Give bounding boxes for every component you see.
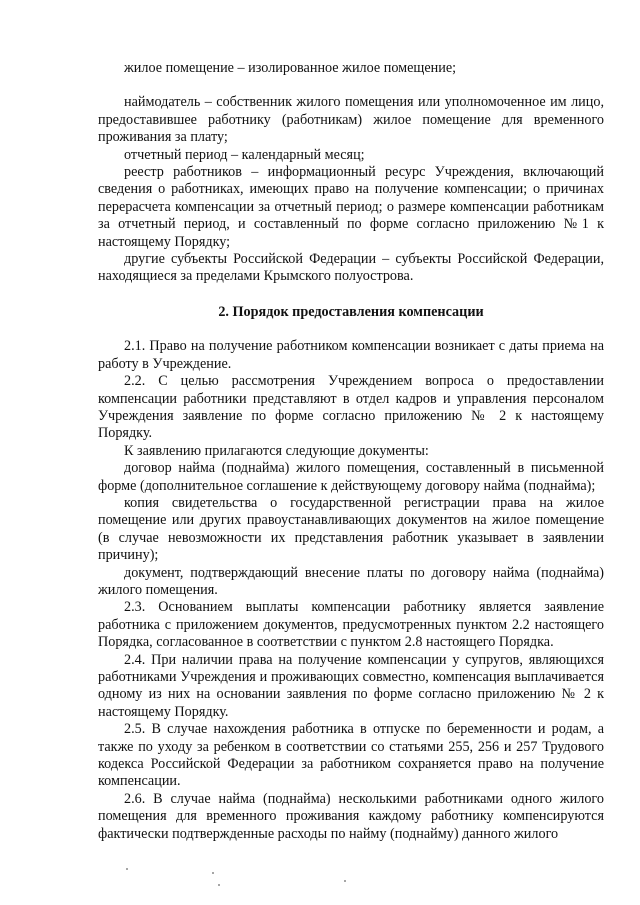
definition-landlord: наймодатель – собственник жилого помещения или уполномоченное им лицо, предоставившее работнику (работникам) жилое помещение для временного проживания за плату; <box>98 94 604 146</box>
document-item-contract: договор найма (поднайма) жилого помещения, составленный в письменной форме (дополнительное соглашение к действующему договору найма (поднайма); <box>98 460 604 494</box>
section-heading: 2. Порядок предоставления компенсации <box>218 303 484 320</box>
paragraph-2-6: 2.6. В случае найма (поднайма) несколькими работниками одного жилого помещения для временного проживания каждому работнику компенсируются фактически подтвержденные расходы по найму (поднайму) данного жилого <box>98 790 604 842</box>
scan-speck <box>126 868 128 870</box>
paragraph-2-1: 2.1. Право на получение работником компенсации возникает с даты приема на работу в Учреждение. <box>98 338 604 372</box>
scan-speck <box>218 884 220 886</box>
scan-speck <box>212 872 214 874</box>
paragraph-2-3: 2.3. Основанием выплаты компенсации работнику является заявление работника с приложением документов, предусмотренных пунктом 2.2 настоящего Порядка, согласованное в соответствии с пунктом 2.8 настоящего Порядка. <box>98 599 604 651</box>
definition-reporting-period: отчетный период – календарный месяц; <box>124 146 365 163</box>
definition-dwelling: жилое помещение – изолированное жилое помещение; <box>124 60 457 76</box>
scan-speck <box>344 880 346 882</box>
document-item-payment-proof: документ, подтверждающий внесение платы по договору найма (поднайма) жилого помещения. <box>98 564 604 598</box>
paragraph-2-2: 2.2. С целью рассмотрения Учреждением вопроса о предоставлении компенсации работники представляют в отдел кадров и управления персоналом Учреждения заявление по форме согласно приложению № 2 к настоящему Порядку. <box>98 373 604 442</box>
definition-other-subjects: другие субъекты Российской Федерации – субъекты Российской Федерации, находящиеся за пределами Крымского полуострова. <box>98 251 604 285</box>
documents-intro: К заявлению прилагаются следующие документы: <box>124 442 429 459</box>
paragraph-2-4: 2.4. При наличии права на получение компенсации у супругов, являющихся работниками Учреждения и проживающих совместно, компенсация выплачивается одному из них на основании заявления по форме согласно приложению № 2 к настоящему Порядку. <box>98 651 604 720</box>
document-body <box>98 60 604 843</box>
definition-employee-registry: реестр работников – информационный ресурс Учреждения, включающий сведения о работниках, имеющих право на получение компенсации; о причинах перерасчета компенсации за отчетный период; о размере компенсации работникам за отчетный период, и составленный по форме согласно приложению №1 к настоящему Порядку; <box>98 164 604 250</box>
paragraph-2-5: 2.5. В случае нахождения работника в отпуске по беременности и родам, а также по уходу за ребенком в соответствии со статьями 255, 256 и 257 Трудового кодекса Российской Федерации за работником сохраняется право на получение компенсации. <box>98 721 604 790</box>
document-item-certificate: копия свидетельства о государственной регистрации права на жилое помещение или других правоустанавливающих документов на жилое помещение (в случае невозможности их представления работник указывает в заявлении причину); <box>98 494 604 564</box>
